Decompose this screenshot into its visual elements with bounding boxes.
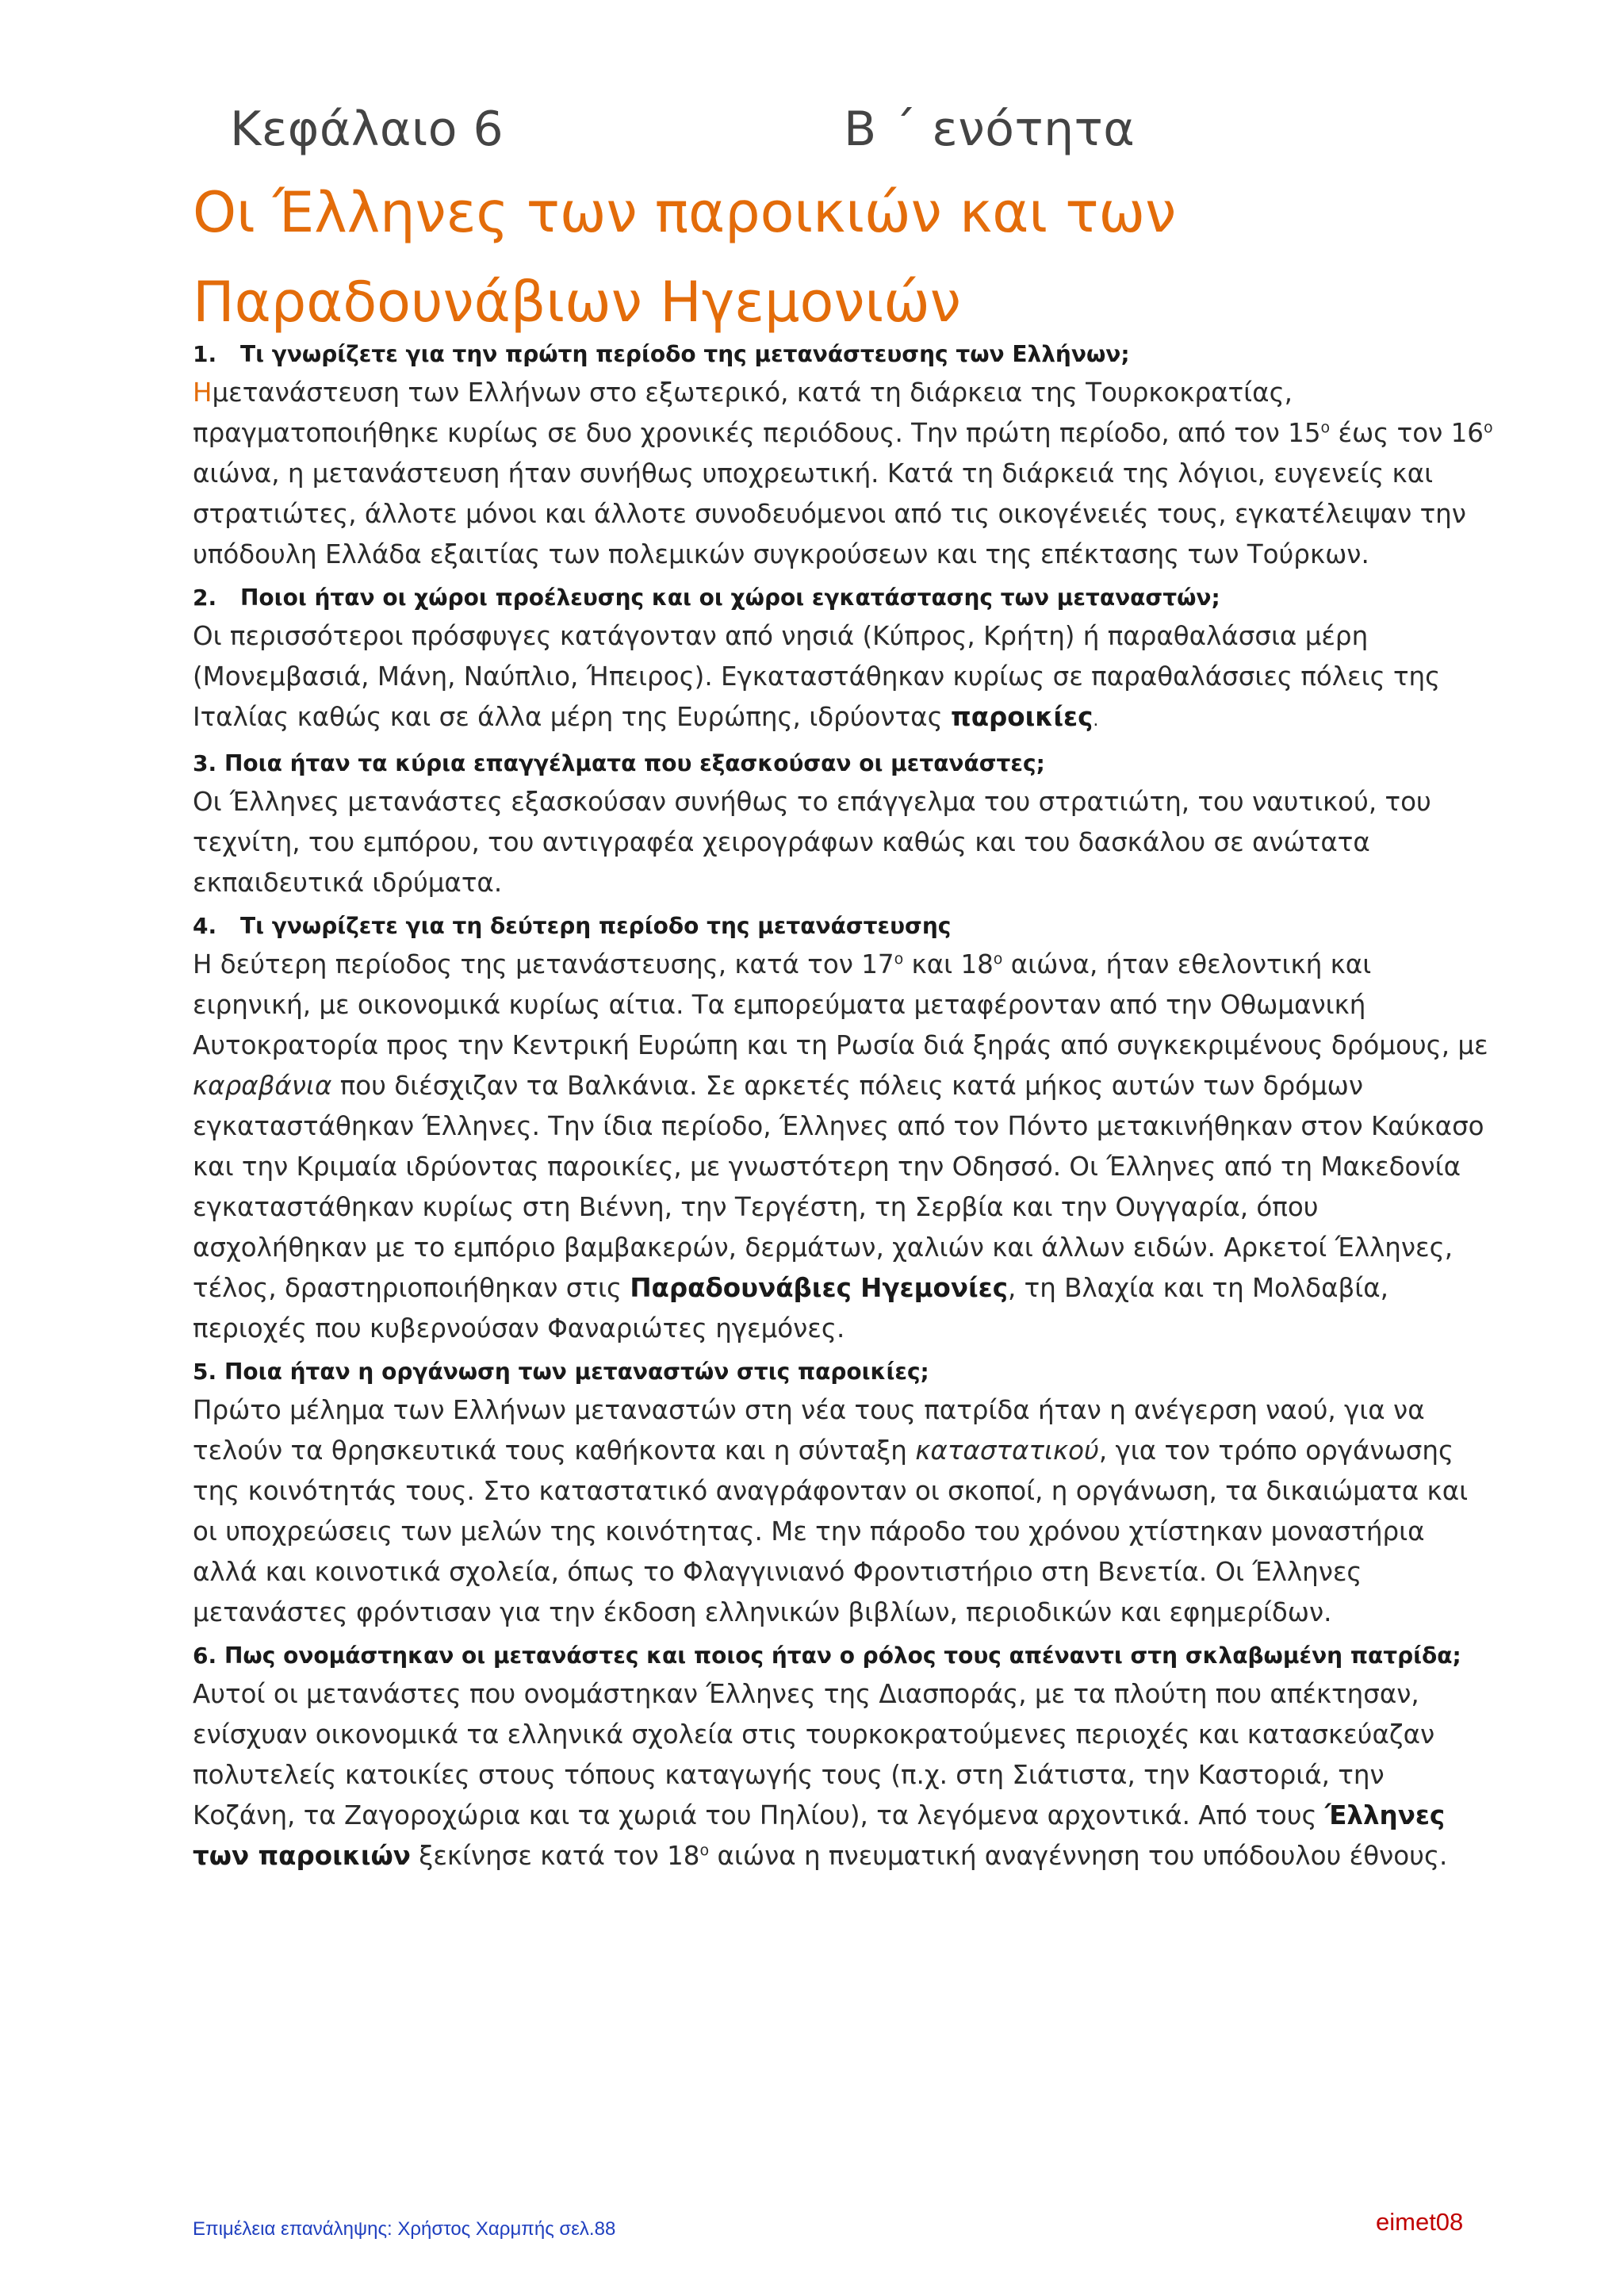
ordinal-superscript: ο [699, 1842, 710, 1860]
answer-text: που διέσχιζαν τα Βαλκάνια. Σε αρκετές πόλεις κατά μήκος αυτών των δρόμων εγκαταστάθηκαν Έλληνες. Την ίδια περίοδο, Έλληνες από τον Πόντο μετακινήθηκαν στον Καύκασο και την Κριμαία ιδρύοντας παροικίες, με γνωστότερη την Οδησσό. Οι Έλληνες από τη Μακεδονία εγκαταστάθηκαν κυρίως στη Βιέννη, την Τεργέστη, τη Σερβία και την Ουγγαρία, όπου ασχολήθηκαν με το εμπόριο βαμβακερών, δερμάτων, χαλιών και άλλων ειδών. Αρκετοί Έλληνες, τέλος, δραστηριοποιήθηκαν στις [193, 1071, 1484, 1303]
answer-text: μετανάστευση των Ελλήνων στο εξωτερικό, κατά τη διάρκεια της Τουρκοκρατίας, πραγματοποιήθηκε κυρίως σε δυο χρονικές περιόδους. Την πρώτη περίοδο, από τον 15 [193, 378, 1321, 448]
answer-paragraph [193, 782, 1493, 903]
bold-term: Έλληνες των παροικιών [193, 1800, 1446, 1871]
question-number: 2. [193, 585, 217, 611]
answer-paragraph [193, 616, 1493, 741]
title-line-1: Οι Έλληνες των παροικιών και των [193, 180, 1177, 245]
unit-label: Β ΄ ενότητα [844, 102, 1136, 157]
answer-text: Αυτοί οι μετανάστες που ονομάστηκαν Έλληνες της Διασποράς, με τα πλούτη που απέκτησαν, ενίσχυαν οικονομικά τα ελληνικά σχολεία στις τουρκοκρατούμενες περιοχές και κατασκεύαζαν πολυτελείς κατοικίες στους τόπους καταγωγής τους (π.χ. στη Σιάτιστα, την Καστοριά, την Κοζάνη, τα Ζαγοροχώρια και τα χωριά του Πηλίου), τα λεγόμενα αρχοντικά. Από τους [193, 1679, 1435, 1830]
answer-text: Πρώτο μέλημα των Ελλήνων μεταναστών στη νέα τους πατρίδα ήταν η ανέγερση ναού, για να τελούν τα θρησκευτικά τους καθήκοντα και η σύνταξη [193, 1395, 1425, 1466]
questions-section [193, 336, 1493, 1881]
footer-credit: Επιμέλεια επανάληψης: Χρήστος Χαρμπής σελ.88 [193, 2218, 616, 2240]
ordinal-superscript: ο [894, 950, 904, 968]
question-text: Ποια ήταν τα κύρια επαγγέλματα που εξασκούσαν οι μετανάστες; [224, 750, 1045, 776]
answer-text: Οι περισσότεροι πρόσφυγες κατάγονταν από νησιά (Κύπρος, Κρήτη) ή παραθαλάσσια μέρη (Μονεμβασιά, Μάνη, Ναύπλιο, Ήπειρος). Εγκαταστάθηκαν κυρίως σε παραθαλάσσιες πόλεις της Ιταλίας καθώς και σε άλλα μέρη της Ευρώπης, ιδρύοντας [193, 621, 1441, 732]
chapter-label: Κεφάλαιο 6 [230, 102, 504, 157]
question-text: Ποια ήταν η οργάνωση των μεταναστών στις παροικίες; [224, 1359, 929, 1385]
answer-text: , τη Βλαχία και τη Μολδαβία, περιοχές που κυβερνούσαν Φαναριώτες ηγεμόνες. [193, 1273, 1388, 1343]
question-number: 1. [193, 341, 217, 367]
answer-text: , για τον τρόπο οργάνωσης της κοινότητάς τους. Στο καταστατικό αναγράφονταν οι σκοποί, η οργάνωση, τα δικαιώματα και οι υποχρεώσεις των μελών της κοινότητας. Με την πάροδο του χρόνου χτίστηκαν μοναστήρια αλλά και κοινοτικά σχολεία, όπως το Φλαγγινιανό Φροντιστήριο στη Βενετία. Οι Έλληνες μετανάστες φρόντισαν για την έκδοση ελληνικών βιβλίων, περιοδικών και εφημερίδων. [193, 1435, 1469, 1627]
answer-text: Η δεύτερη περίοδος της μετανάστευσης, κατά τον 17 [193, 949, 894, 979]
answer-text: ξεκίνησε κατά τον 18 [410, 1841, 700, 1871]
question-heading [193, 1354, 1493, 1390]
question-heading [193, 1638, 1493, 1674]
ordinal-superscript: ο [993, 950, 1003, 968]
question-number: 3. [193, 750, 217, 776]
footer-code: eimet08 [1376, 2208, 1464, 2236]
answer-text: αιώνα, η μετανάστευση ήταν συνήθως υποχρεωτική. Κατά τη διάρκειά της λόγιοι, ευγενείς και στρατιώτες, άλλοτε μόνοι και άλλοτε συνοδευόμενοι από τις οικογένειές τους, εγκατέλειψαν την υπόδουλη Ελλάδα εξαιτίας των πολεμικών συγκρούσεων και της επέκτασης των Τούρκων. [193, 458, 1466, 569]
ordinal-superscript: ο [1483, 419, 1493, 437]
question-text: Τι γνωρίζετε για τη δεύτερη περίοδο της μετανάστευσης [240, 913, 952, 939]
question-text: Ποιοι ήταν οι χώροι προέλευσης και οι χώροι εγκατάστασης των μεταναστών; [240, 585, 1220, 611]
answer-text: . [1093, 711, 1099, 730]
italic-term: καταστατικού [915, 1435, 1099, 1466]
title-line-2: Παραδουνάβιων Ηγεμονιών [193, 270, 961, 335]
question-heading [193, 908, 1493, 945]
question-heading [193, 580, 1493, 616]
answer-text: έως τον 16 [1330, 418, 1484, 448]
ordinal-superscript: ο [1320, 419, 1331, 437]
answer-paragraph [193, 1674, 1493, 1876]
page-title [193, 168, 1541, 347]
answer-text: αιώνα, ήταν εθελοντική και ειρηνική, με οικονομικά κυρίως αίτια. Τα εμπορεύματα μεταφέρονταν από την Οθωμανική Αυτοκρατορία προς την Κεντρική Ευρώπη και τη Ρωσία διά ξηράς από συγκεκριμένους δρόμους, με [193, 949, 1488, 1060]
question-number: 4. [193, 913, 217, 939]
question-number: 5. [193, 1359, 217, 1385]
answer-paragraph [193, 945, 1493, 1349]
drop-letter: Η [193, 378, 213, 408]
answer-paragraph [193, 373, 1493, 575]
bold-term: παροικίες [950, 702, 1094, 732]
question-number: 6. [193, 1642, 217, 1669]
question-heading [193, 336, 1493, 373]
question-text: Τι γνωρίζετε για την πρώτη περίοδο της μετανάστευσης των Ελλήνων; [240, 341, 1130, 367]
answer-paragraph [193, 1390, 1493, 1633]
answer-text: αιώνα η πνευματική αναγέννηση του υπόδουλου έθνους. [709, 1841, 1448, 1871]
question-text: Πως ονομάστηκαν οι μετανάστες και ποιος ήταν ο ρόλος τους απέναντι στη σκλαβωμένη πατρίδα; [224, 1642, 1461, 1669]
bold-term: Παραδουνάβιες Ηγεμονίες [630, 1273, 1008, 1303]
answer-text: και 18 [903, 949, 994, 979]
italic-term: καραβάνια [193, 1071, 332, 1101]
answer-text: Οι Έλληνες μετανάστες εξασκούσαν συνήθως το επάγγελμα του στρατιώτη, του ναυτικού, του τεχνίτη, του εμπόρου, του αντιγραφέα χειρογράφων καθώς και του δασκάλου σε ανώτατα εκπαιδευτικά ιδρύματα. [193, 787, 1431, 898]
question-heading [193, 746, 1493, 782]
